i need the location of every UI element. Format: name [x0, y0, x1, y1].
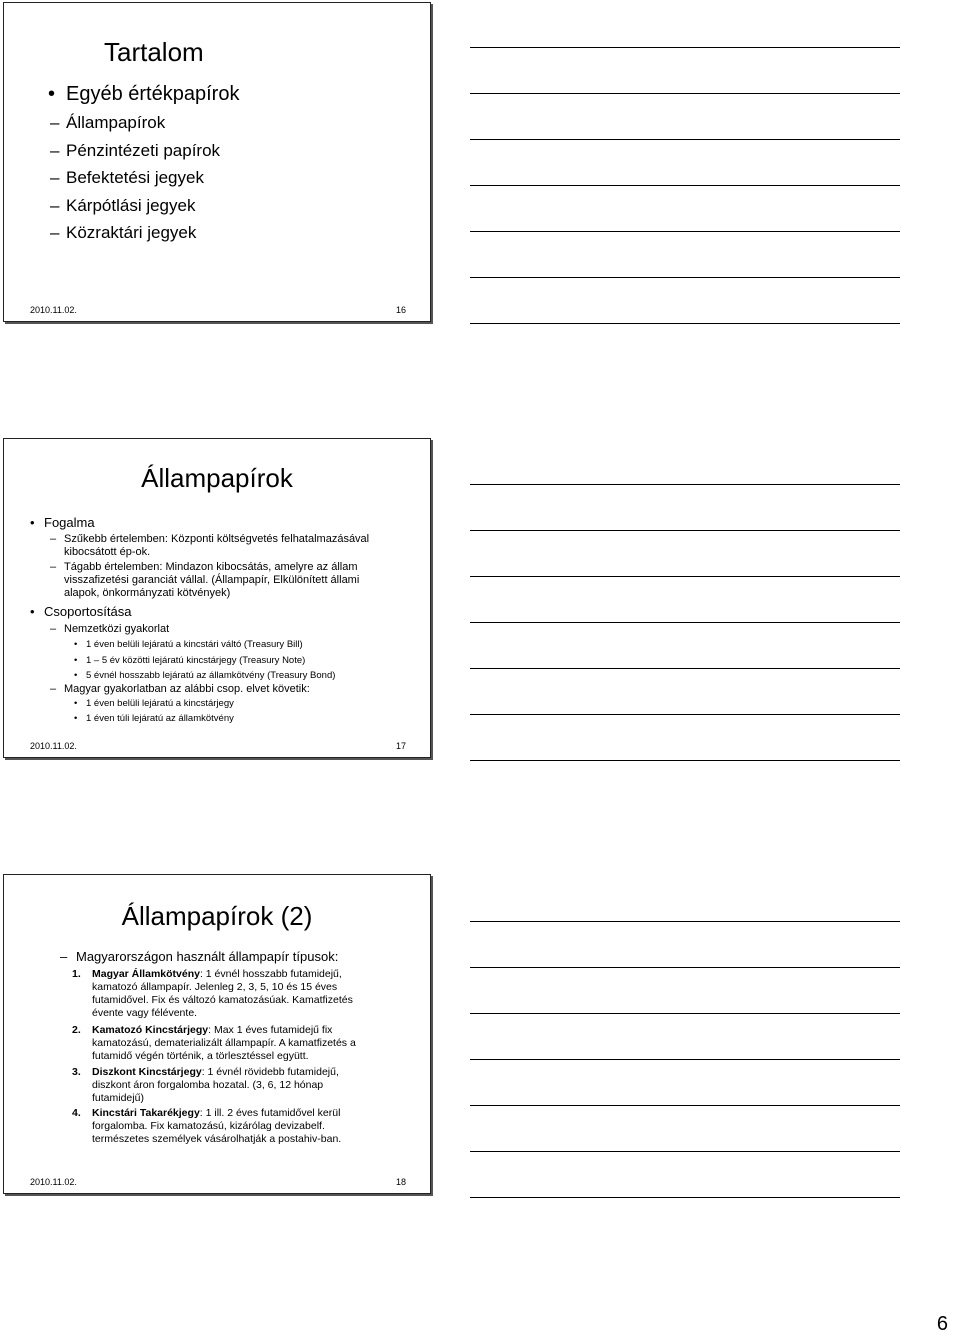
main-bullet: • Egyéb értékpapírok: [66, 83, 239, 106]
item-number: 4.: [72, 1107, 81, 1119]
note-line: [470, 760, 900, 761]
slide-number: 18: [396, 1177, 407, 1187]
text-line: Magyar Államkötvény: 1 évnél hosszabb futamidejű,: [92, 968, 342, 980]
list-item: – Befektetési jegyek: [66, 168, 204, 188]
slide-title: Állampapírok (2): [121, 901, 313, 931]
definition-narrow: [64, 533, 369, 559]
slide-16: [3, 2, 431, 322]
numbered-item: [72, 1107, 392, 1146]
text-line: visszafizetési garanciát vállal. (Állampapír, Elkülönített állami: [64, 574, 360, 586]
slide-title: Állampapírok: [141, 463, 293, 493]
note-line: [470, 1197, 900, 1198]
note-line: [470, 967, 900, 968]
item-number: 2.: [72, 1024, 81, 1036]
numbered-item: [72, 968, 392, 1020]
slide-date: 2010.11.02.: [30, 1177, 77, 1187]
note-line: [470, 47, 900, 48]
list-item: • 1 – 5 év közötti lejáratú kincstárjegy (Treasury Note): [86, 655, 305, 666]
note-line: [470, 323, 900, 324]
intro-line: – Magyarországon használt állampapír típusok:: [76, 949, 338, 964]
note-line: [470, 484, 900, 485]
slide-number: 17: [396, 741, 407, 751]
list-item: – Közraktári jegyek: [66, 223, 196, 243]
text-line: – Tágabb értelemben: Mindazon kibocsátás, amelyre az állam: [64, 561, 358, 573]
text-line: kamatozású, dematerializált állampapír. A kamatfizetés a: [92, 1037, 356, 1049]
numbered-item: [72, 1066, 392, 1105]
note-line: [470, 1105, 900, 1106]
list-item: • 1 éven túli lejáratú az államkötvény: [86, 713, 234, 724]
note-line: [470, 1059, 900, 1060]
slide-17: [3, 438, 431, 758]
note-line: [470, 231, 900, 232]
note-line: [470, 277, 900, 278]
list-item: – Állampapírok: [66, 113, 165, 133]
note-line: [470, 139, 900, 140]
list-item: • 1 éven belüli lejáratú a kincstári váltó (Treasury Bill): [86, 639, 303, 650]
international-practice: – Nemzetközi gyakorlat: [64, 623, 169, 636]
list-item: – Pénzintézeti papírok: [66, 141, 220, 161]
numbered-item: [72, 1024, 392, 1063]
text-line: Diszkont Kincstárjegy: 1 évnél rövidebb futamidejű,: [92, 1066, 339, 1078]
note-line: [470, 530, 900, 531]
note-line: [470, 668, 900, 669]
note-line: [470, 622, 900, 623]
note-line: [470, 185, 900, 186]
note-line: [470, 714, 900, 715]
text-line: Kincstári Takarékjegy: 1 ill. 2 éves futamidővel kerül: [92, 1107, 341, 1119]
item-number: 3.: [72, 1066, 81, 1078]
page-number: 6: [936, 1313, 948, 1335]
slide-date: 2010.11.02.: [30, 305, 77, 315]
text-line: Kamatozó Kincstárjegy: Max 1 éves futamidejű fix: [92, 1024, 333, 1036]
text-line: futamidejű): [92, 1092, 144, 1104]
note-line: [470, 576, 900, 577]
text-line: kamatozó állampapír. Jelenleg 2, 3, 5, 10 és 15 éves: [92, 981, 338, 993]
text-line: futamidő végén történik, a törlesztéssel együtt.: [92, 1050, 309, 1062]
slide-title: Tartalom: [104, 37, 204, 67]
text-line: kibocsátott ép-ok.: [64, 546, 151, 558]
slide-18: [3, 874, 431, 1194]
text-line: évente vagy félévente.: [92, 1007, 198, 1019]
list-item: • 1 éven belüli lejáratú a kincstárjegy: [86, 698, 234, 709]
text-line: diszkont áron forgalomba hozatal. (3, 6, 12 hónap: [92, 1079, 324, 1091]
item-number: 1.: [72, 968, 81, 980]
note-line: [470, 1013, 900, 1014]
item-term: Kincstári Takarékjegy: [92, 1107, 200, 1119]
text-line: természetes személyek vásárolhatják a postahiv-ban.: [92, 1133, 342, 1145]
note-line: [470, 921, 900, 922]
item-term: Magyar Államkötvény: [92, 968, 200, 980]
item-term: Kamatozó Kincstárjegy: [92, 1024, 209, 1036]
list-item: – Kárpótlási jegyek: [66, 196, 195, 216]
note-line: [470, 1151, 900, 1152]
definition-broad: [64, 561, 359, 600]
list-item: • 5 évnél hosszabb lejáratú az államkötvény (Treasury Bond): [86, 670, 335, 681]
note-line: [470, 93, 900, 94]
slide-date: 2010.11.02.: [30, 741, 77, 751]
bullet-fogalma: • Fogalma: [44, 515, 95, 530]
bullet-csoportositasa: • Csoportosítása: [44, 604, 131, 619]
slide-number: 16: [396, 305, 407, 315]
hungarian-practice: – Magyar gyakorlatban az alábbi csop. elvet követik:: [64, 683, 310, 696]
text-line: futamidővel. Fix és változó kamatozásúak. Kamatfizetés: [92, 994, 353, 1006]
text-line: alapok, önkormányzati kötvények): [64, 587, 231, 599]
text-line: forgalomba. Fix kamatozású, kizárólag devizabelf.: [92, 1120, 325, 1132]
text-line: – Szűkebb értelemben: Központi költségvetés felhatalmazásával: [64, 533, 370, 545]
item-term: Diszkont Kincstárjegy: [92, 1066, 202, 1078]
